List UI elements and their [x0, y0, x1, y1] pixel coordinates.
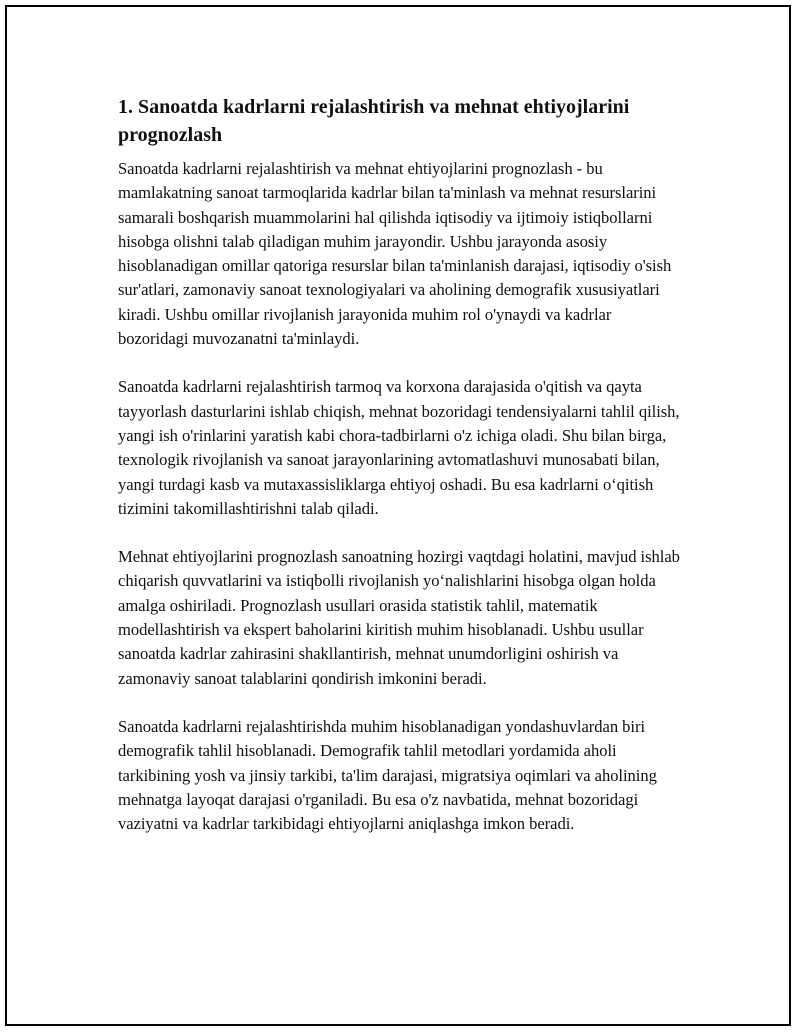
paragraph-2: Sanoatda kadrlarni rejalashtirish tarmoq va korxona darajasida o'qitish va qayta tayyorlash dasturlarini ishlab chiqish, mehnat bozoridagi tendensiyalarni tahlil qilish, yangi ish o'rinlarini yaratish kabi chora-tadbirlarni o'z ichiga oladi. Shu bilan birga, texnologik rivojlanish va sanoat jarayonlarining avtomatlashuvi munosabati bilan, yangi turdagi kasb va mutaxassisliklarga ehtiyoj oshadi. Bu esa kadrlarni o‘qitish tizimini takomillashtirishni talab qiladi. — [118, 377, 680, 518]
paragraph-1: Sanoatda kadrlarni rejalashtirish va mehnat ehtiyojlarini prognozlash - bu mamlakatning sanoat tarmoqlarida kadrlar bilan ta'minlash va mehnat resurslarini samarali boshqarish muammolarini hal qilishda iqtisodiy va ijtimoiy istiqbollarni hisobga olishni talab qiladigan muhim jarayondir. Ushbu jarayonda asosiy hisoblanadigan omillar qatoriga resurslar bilan ta'minlanish darajasi, iqtisodiy o'sish sur'atlari, zamonaviy sanoat texnologiyalari va aholining demografik xususiyatlari kiradi. Ushbu omillar rivojlanish jarayonida muhim rol o'ynaydi va kadrlar bozoridagi muvozanatni ta'minlaydi. — [118, 159, 672, 349]
document-body — [118, 93, 684, 860]
paragraph-4: Sanoatda kadrlarni rejalashtirishda muhim hisoblanadigan yondashuvlardan biri demografik tahlil hisoblanadi. Demografik tahlil metodlari yordamida aholi tarkibining yosh va jinsiy tarkibi, ta'lim darajasi, migratsiya oqimlari va aholining mehnatga layoqat darajasi o'rganiladi. Bu esa o'z navbatida, mehnat bozoridagi vaziyatni va kadrlar tarkibidagi ehtiyojlarni aniqlashga imkon beradi. — [118, 716, 657, 834]
paragraph-3: Mehnat ehtiyojlarini prognozlash sanoatning hozirgi vaqtdagi holatini, mavjud ishlab chiqarish quvvatlarini va istiqbolli rivojlanish yo‘nalishlarini hisobga olgan holda amalga oshiriladi. Prognozlash usullari orasida statistik tahlil, matematik modellashtirish va ekspert baholarini kiritish muhim hisoblanadi. Ushbu usullar sanoatda kadrlar zahirasini shakllantirish, mehnat unumdorligini oshirish va zamonaviy sanoat talablarini qondirish imkonini beradi. — [118, 547, 680, 688]
section-heading: 1. Sanoatda kadrlarni rejalashtirish va mehnat ehtiyojlarini prognozlash — [118, 96, 630, 146]
